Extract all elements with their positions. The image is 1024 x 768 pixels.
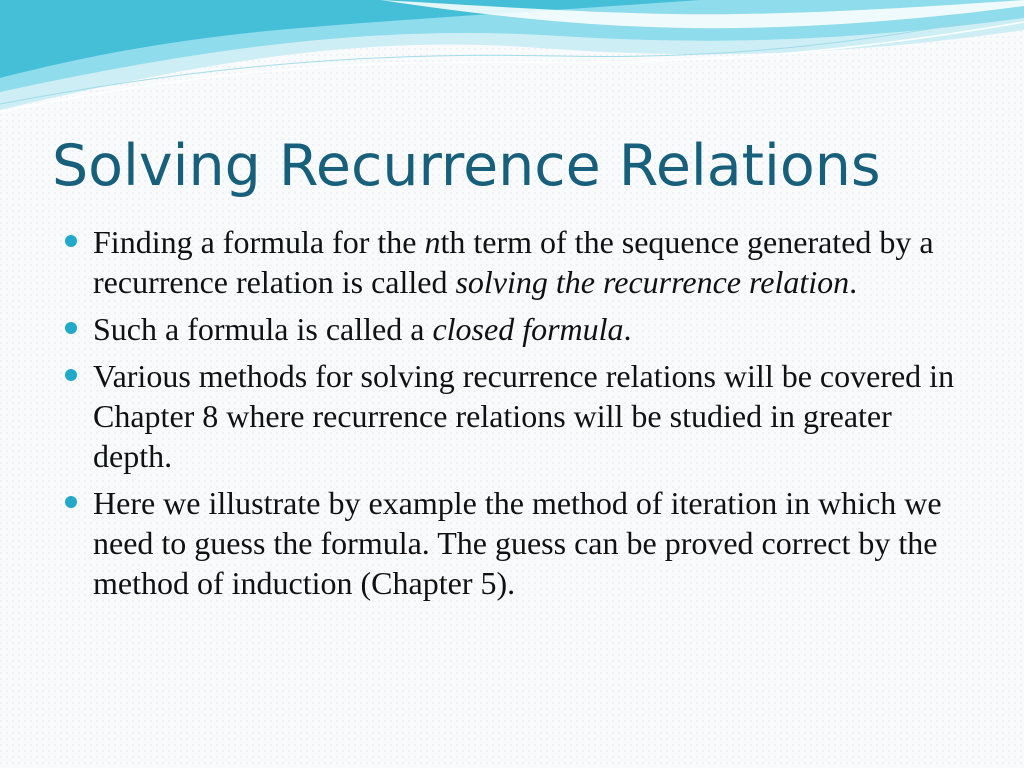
bullet-4-text: Here we illustrate by example the method of iteration in which we need to guess the formula. The guess can be proved correct by the method of induction (Chapter 5).: [93, 485, 942, 601]
bullet-1-text-c: .: [849, 264, 858, 300]
bullet-text: [93, 311, 632, 347]
bullet-dot-icon: [65, 322, 77, 334]
bullet-dot-icon: [65, 235, 77, 247]
slide-title: Solving Recurrence Relations: [52, 133, 881, 199]
bullet-3-text: Various methods for solving recurrence relations will be covered in Chapter 8 where recurrence relations will be studied in greater depth.: [93, 358, 955, 474]
decorative-wave-header: [0, 0, 1024, 130]
bullet-item-2: [93, 309, 973, 349]
bullet-text: [93, 224, 934, 300]
bullet-item-3: [93, 356, 973, 476]
bullet-text: [93, 485, 942, 601]
bullet-1-text-b: th term of the sequence generated by a recurrence relation is called: [93, 224, 934, 300]
bullet-list: [93, 222, 973, 610]
bullet-1-italic-term: solving the recurrence relation: [455, 264, 850, 300]
bullet-2-italic-term: closed formula: [432, 311, 624, 347]
bullet-1-italic-n: n: [424, 224, 441, 260]
bullet-item-4: [93, 483, 973, 603]
bullet-2-text-a: Such a formula is called a: [93, 311, 433, 347]
bullet-dot-icon: [65, 369, 77, 381]
bullet-dot-icon: [65, 496, 77, 508]
bullet-2-text-b: .: [623, 311, 632, 347]
bullet-item-1: [93, 222, 973, 302]
bullet-1-text-a: Finding a formula for the: [93, 224, 425, 260]
bullet-text: [93, 358, 954, 474]
